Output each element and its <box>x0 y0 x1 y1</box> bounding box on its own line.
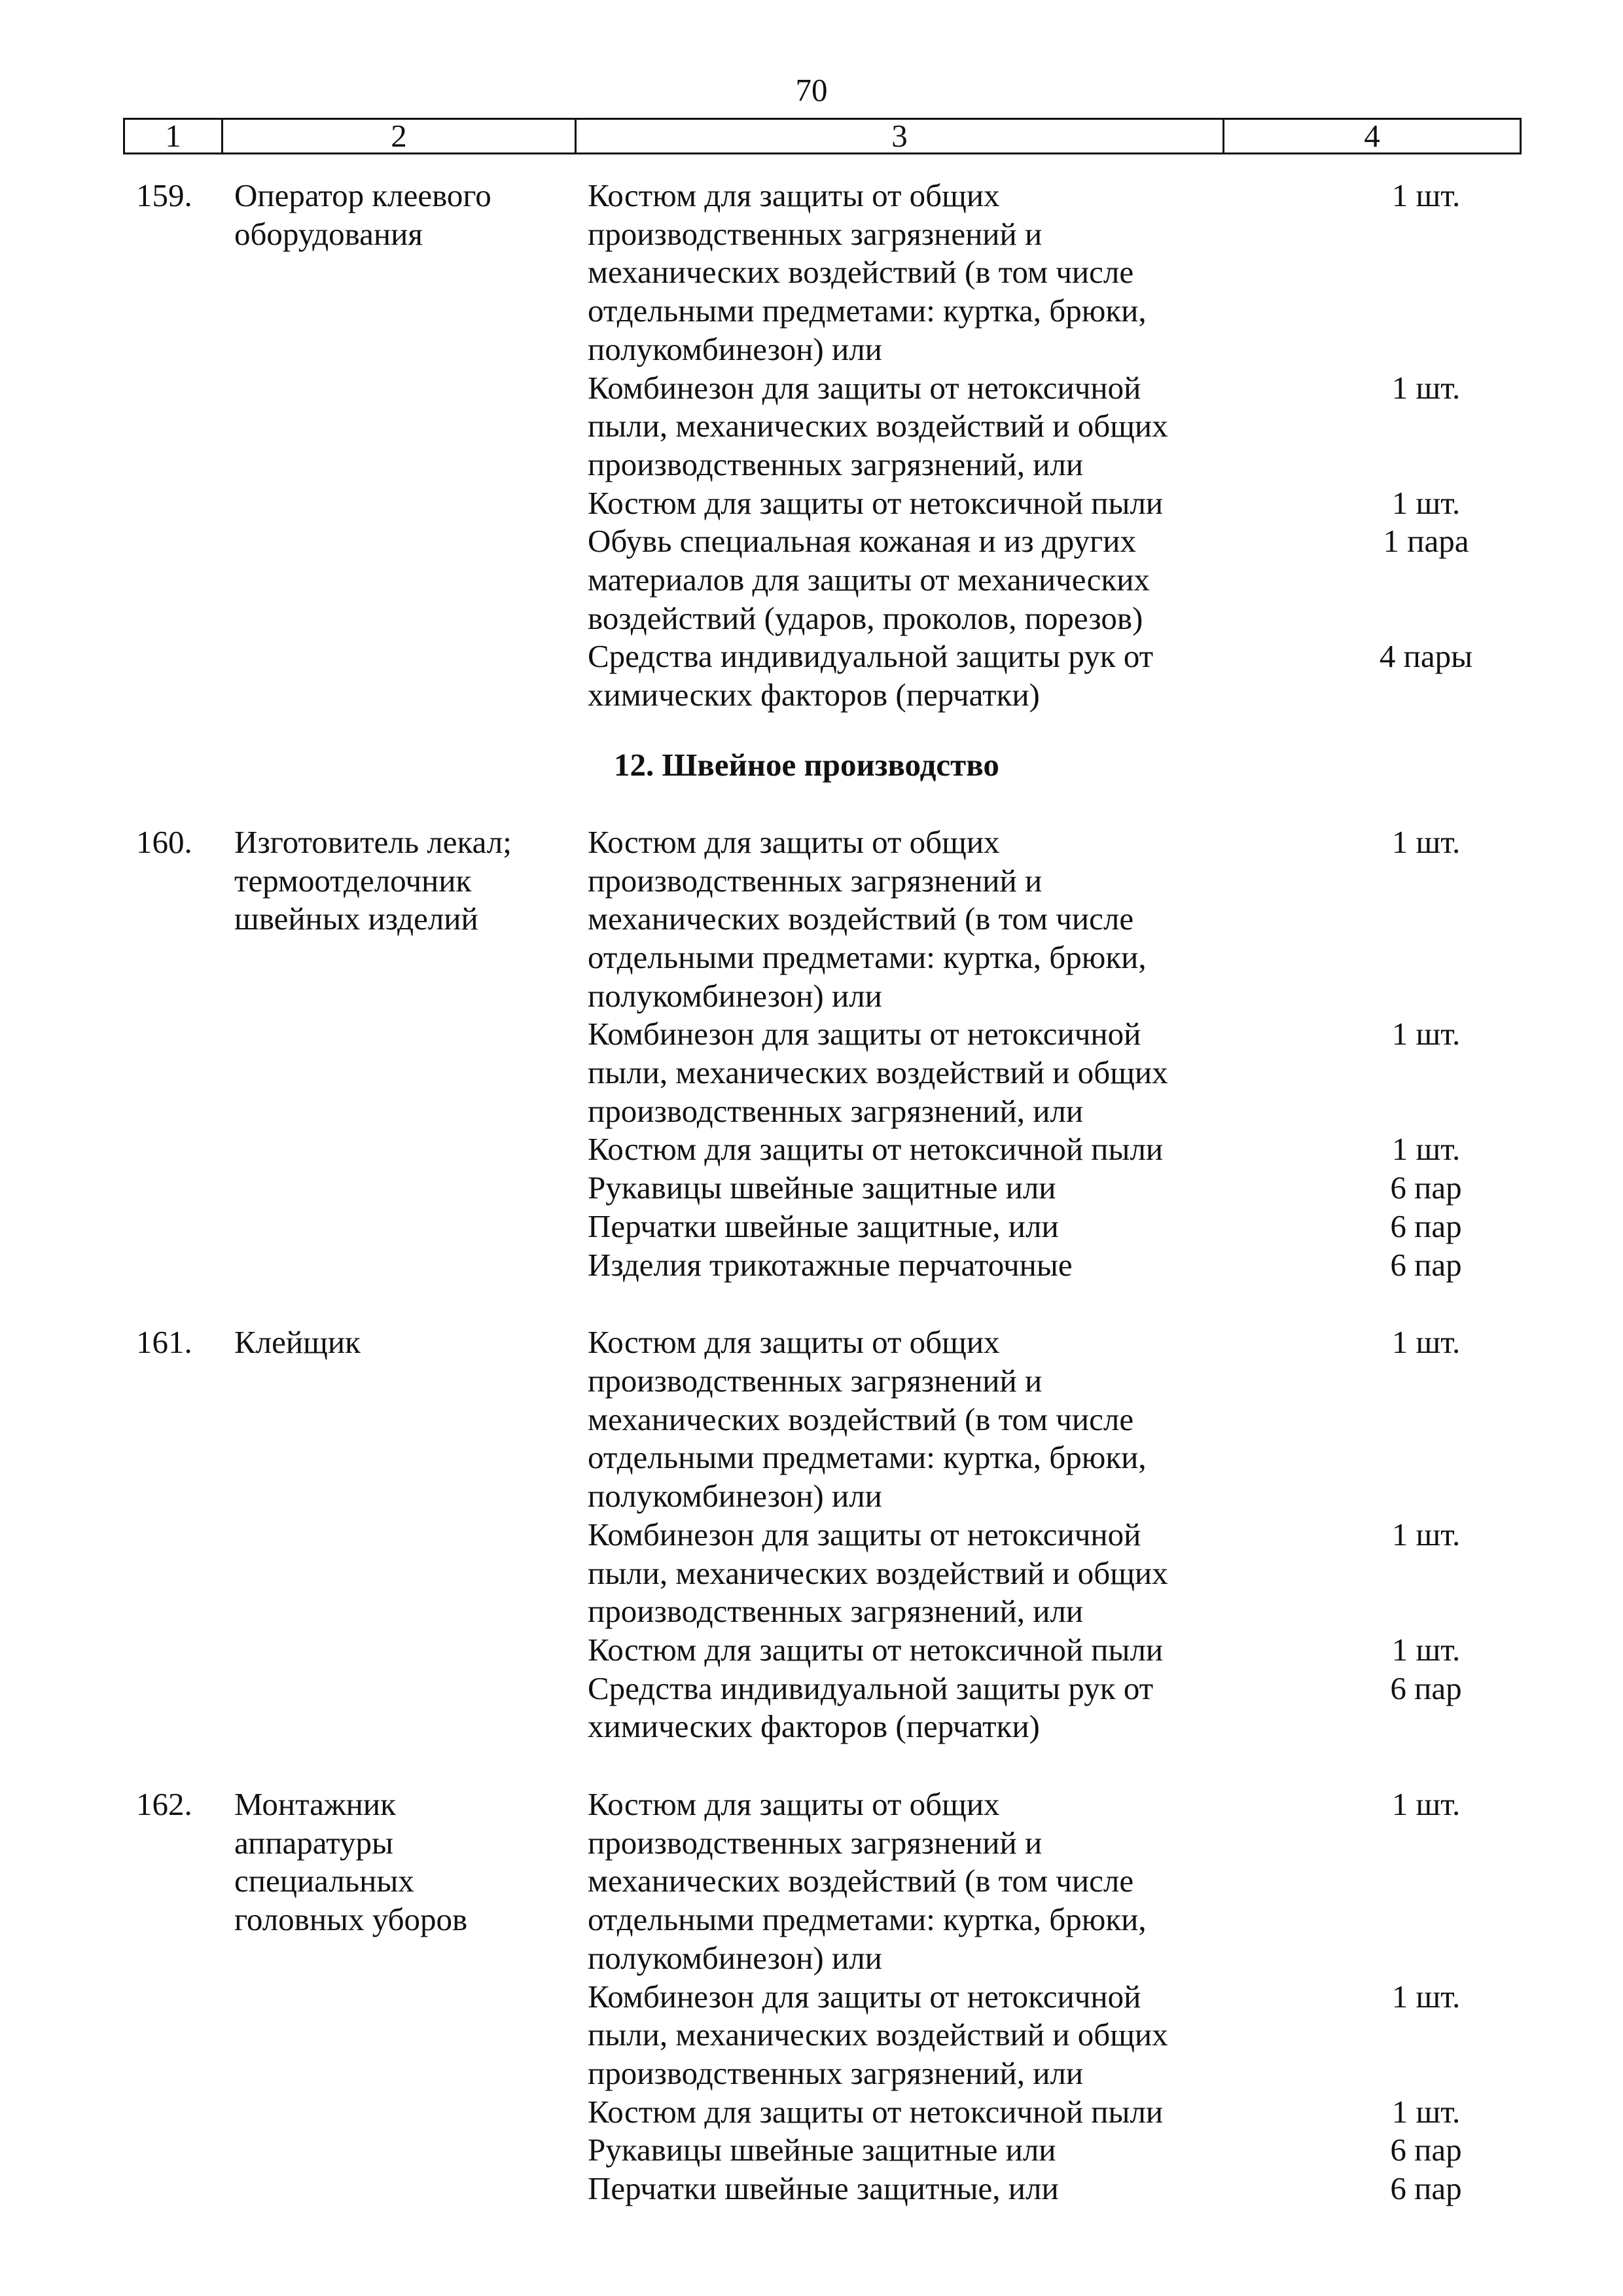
equipment-quantity: 6 пар <box>1390 1170 1462 1206</box>
row-number: 159. <box>136 177 192 213</box>
equipment-description: Комбинезон для защиты от нетоксичной пыли, механических воздействий и общих производственных загрязнений, или <box>588 369 1168 482</box>
equipment-item <box>575 369 1517 484</box>
equipment-quantity: 6 пар <box>1390 2170 1462 2207</box>
equipment-quantity: 6 пар <box>1390 2132 1462 2168</box>
equipment-quantity: 1 шт. <box>1391 484 1461 521</box>
equipment-description: Перчатки швейные защитные, или <box>588 1208 1059 1244</box>
equipment-list <box>575 1323 1517 1746</box>
equipment-item <box>575 1785 1517 1978</box>
equipment-quantity-cell <box>1222 823 1517 1016</box>
equipment-item <box>575 2170 1517 2208</box>
equipment-item <box>575 2131 1517 2170</box>
equipment-quantity-cell <box>1222 1785 1517 1978</box>
equipment-quantity-cell <box>1222 1631 1517 1670</box>
equipment-item <box>575 1208 1517 1246</box>
equipment-quantity: 1 шт. <box>1391 369 1461 406</box>
equipment-quantity: 6 пар <box>1390 1670 1462 1706</box>
occupation-name: Изготовитель лекал; термоотделочник швейных изделий <box>234 823 512 937</box>
equipment-item <box>575 2093 1517 2132</box>
equipment-description: Костюм для защиты от нетоксичной пыли <box>588 1131 1164 1168</box>
equipment-item <box>575 1246 1517 1285</box>
table-row <box>123 1785 1522 2208</box>
equipment-quantity-cell <box>1222 2093 1517 2132</box>
equipment-description: Комбинезон для защиты от нетоксичной пыли, механических воздействий и общих производственных загрязнений, или <box>588 1516 1168 1630</box>
equipment-quantity-cell <box>1222 484 1517 523</box>
column-header-row <box>123 118 1522 154</box>
equipment-description: Костюм для защиты от общих производственных загрязнений и механических воздействий (в том числе отдельными предметами: куртка, брюки, полукомбинезон) или <box>588 1324 1147 1515</box>
equipment-quantity: 1 шт. <box>1391 2093 1461 2130</box>
table-row <box>123 1323 1522 1746</box>
page-number: 70 <box>795 72 828 108</box>
occupation-name: Оператор клеевого оборудования <box>234 177 491 252</box>
equipment-description: Обувь специальная кожаная и из других материалов для защиты от механических воздействий (ударов, проколов, порезов) <box>588 523 1150 636</box>
column-header-1: 1 <box>125 120 223 152</box>
column-header-2: 2 <box>223 120 577 152</box>
equipment-list <box>575 177 1517 715</box>
equipment-item <box>575 1323 1517 1516</box>
equipment-description: Комбинезон для защиты от нетоксичной пыли, механических воздействий и общих производственных загрязнений, или <box>588 1978 1168 2091</box>
equipment-item <box>575 1978 1517 2093</box>
row-number: 162. <box>136 1786 192 1823</box>
equipment-description: Перчатки швейные защитные, или <box>588 2170 1059 2207</box>
equipment-quantity-cell <box>1222 1208 1517 1246</box>
equipment-quantity: 1 шт. <box>1391 1631 1461 1668</box>
equipment-item <box>575 1130 1517 1169</box>
equipment-item <box>575 177 1517 369</box>
equipment-description: Изделия трикотажные перчаточные <box>588 1246 1073 1283</box>
equipment-description: Средства индивидуальной защиты рук от химических факторов (перчатки) <box>588 638 1154 713</box>
equipment-quantity-cell <box>1222 177 1517 369</box>
occupation-name: Монтажник аппаратуры специальных головных уборов <box>234 1786 468 1938</box>
equipment-item <box>575 1015 1517 1130</box>
equipment-quantity: 6 пар <box>1390 1246 1462 1283</box>
equipment-quantity: 1 шт. <box>1391 1516 1461 1552</box>
equipment-quantity-cell <box>1222 369 1517 484</box>
table-row <box>123 823 1522 1284</box>
equipment-quantity: 1 шт. <box>1391 823 1461 860</box>
equipment-quantity-cell <box>1222 1169 1517 1208</box>
equipment-description: Костюм для защиты от нетоксичной пыли <box>588 1631 1164 1668</box>
equipment-quantity-cell <box>1222 1246 1517 1285</box>
section-title: 12. Швейное производство <box>614 746 999 783</box>
equipment-quantity: 6 пар <box>1390 1208 1462 1244</box>
equipment-description: Рукавицы швейные защитные или <box>588 2132 1056 2168</box>
equipment-description: Рукавицы швейные защитные или <box>588 1170 1056 1206</box>
entries-section-sewing <box>123 823 1522 2208</box>
equipment-description: Костюм для защиты от общих производственных загрязнений и механических воздействий (в том числе отдельными предметами: куртка, брюки, полукомбинезон) или <box>588 177 1147 367</box>
equipment-quantity: 1 шт. <box>1391 177 1461 213</box>
row-number: 161. <box>136 1324 192 1361</box>
equipment-list <box>575 823 1517 1284</box>
equipment-quantity-cell <box>1222 522 1517 637</box>
equipment-quantity: 1 шт. <box>1391 1016 1461 1052</box>
document-body <box>123 177 1522 2248</box>
equipment-quantity: 1 шт. <box>1391 1978 1461 2015</box>
equipment-quantity-cell <box>1222 2170 1517 2208</box>
equipment-item <box>575 823 1517 1016</box>
equipment-item <box>575 484 1517 523</box>
equipment-description: Средства индивидуальной защиты рук от химических факторов (перчатки) <box>588 1670 1154 1745</box>
equipment-description: Костюм для защиты от общих производственных загрязнений и механических воздействий (в том числе отдельными предметами: куртка, брюки, полукомбинезон) или <box>588 1786 1147 1976</box>
row-number: 160. <box>136 823 192 860</box>
table-row <box>123 177 1522 715</box>
equipment-quantity-cell <box>1222 1670 1517 1746</box>
equipment-quantity-cell <box>1222 637 1517 714</box>
equipment-item <box>575 1670 1517 1746</box>
equipment-item <box>575 522 1517 637</box>
equipment-quantity-cell <box>1222 2131 1517 2170</box>
equipment-description: Костюм для защиты от общих производственных загрязнений и механических воздействий (в том числе отдельными предметами: куртка, брюки, полукомбинезон) или <box>588 823 1147 1014</box>
column-header-3: 3 <box>577 120 1224 152</box>
equipment-quantity: 4 пары <box>1379 638 1473 675</box>
equipment-list <box>575 1785 1517 2208</box>
equipment-quantity-cell <box>1222 1978 1517 2093</box>
equipment-quantity-cell <box>1222 1516 1517 1631</box>
equipment-item <box>575 637 1517 714</box>
equipment-quantity: 1 шт. <box>1391 1324 1461 1361</box>
column-header-4: 4 <box>1364 118 1380 154</box>
equipment-description: Комбинезон для защиты от нетоксичной пыли, механических воздействий и общих производственных загрязнений, или <box>588 1016 1168 1129</box>
equipment-quantity: 1 шт. <box>1391 1786 1461 1823</box>
equipment-quantity-cell <box>1222 1323 1517 1516</box>
occupation-name: Клейщик <box>234 1324 361 1361</box>
equipment-item <box>575 1631 1517 1670</box>
entries-before-section <box>123 177 1522 715</box>
equipment-item <box>575 1169 1517 1208</box>
equipment-quantity-cell <box>1222 1130 1517 1169</box>
equipment-quantity: 1 пара <box>1383 523 1469 560</box>
equipment-description: Костюм для защиты от нетоксичной пыли <box>588 2093 1164 2130</box>
equipment-quantity-cell <box>1222 1015 1517 1130</box>
equipment-item <box>575 1516 1517 1631</box>
equipment-quantity: 1 шт. <box>1391 1131 1461 1168</box>
equipment-description: Костюм для защиты от нетоксичной пыли <box>588 484 1164 521</box>
